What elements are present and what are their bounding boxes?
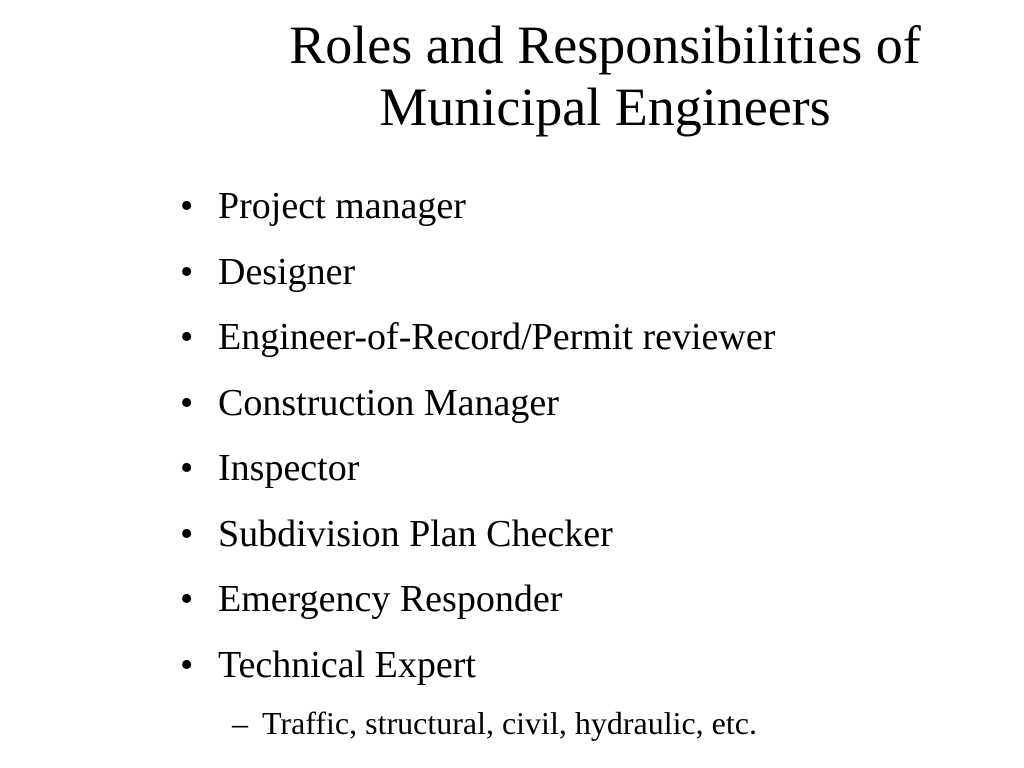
bullet-text: Subdivision Plan Checker bbox=[218, 512, 613, 555]
bullet-text: Engineer-of-Record/Permit reviewer bbox=[218, 316, 776, 358]
bullet-item bbox=[180, 305, 980, 371]
bullet-text: Project manager bbox=[218, 185, 466, 227]
bullet-item bbox=[180, 633, 980, 699]
bullet-text: Technical Expert bbox=[218, 643, 476, 686]
sub-bullet-marker: – bbox=[232, 705, 248, 741]
bullet-marker: • bbox=[180, 316, 194, 358]
slide-title-line-2: Municipal Engineers bbox=[379, 77, 831, 137]
bullet-item bbox=[180, 240, 980, 306]
bullet-list bbox=[180, 174, 980, 748]
bullet-marker: • bbox=[180, 381, 194, 424]
bullet-marker: • bbox=[180, 185, 194, 227]
bullet-item bbox=[180, 371, 980, 437]
sub-bullet-item bbox=[180, 698, 980, 748]
bullet-text: Inspector bbox=[218, 447, 360, 489]
bullet-marker: • bbox=[180, 447, 194, 489]
bullet-text: Designer bbox=[218, 250, 356, 293]
bullet-marker: • bbox=[180, 643, 194, 686]
bullet-item bbox=[180, 567, 980, 633]
bullet-text: Emergency Responder bbox=[218, 578, 563, 620]
sub-bullet-text: Traffic, structural, civil, hydraulic, etc. bbox=[262, 705, 757, 741]
bullet-text: Construction Manager bbox=[218, 381, 559, 424]
slide-title-line-1: Roles and Responsibilities of bbox=[289, 15, 921, 75]
bullet-marker: • bbox=[180, 578, 194, 620]
slide-title bbox=[200, 14, 1010, 138]
bullet-item bbox=[180, 502, 980, 568]
bullet-marker: • bbox=[180, 512, 194, 555]
bullet-item bbox=[180, 174, 980, 240]
bullet-item bbox=[180, 436, 980, 502]
bullet-marker: • bbox=[180, 250, 194, 293]
